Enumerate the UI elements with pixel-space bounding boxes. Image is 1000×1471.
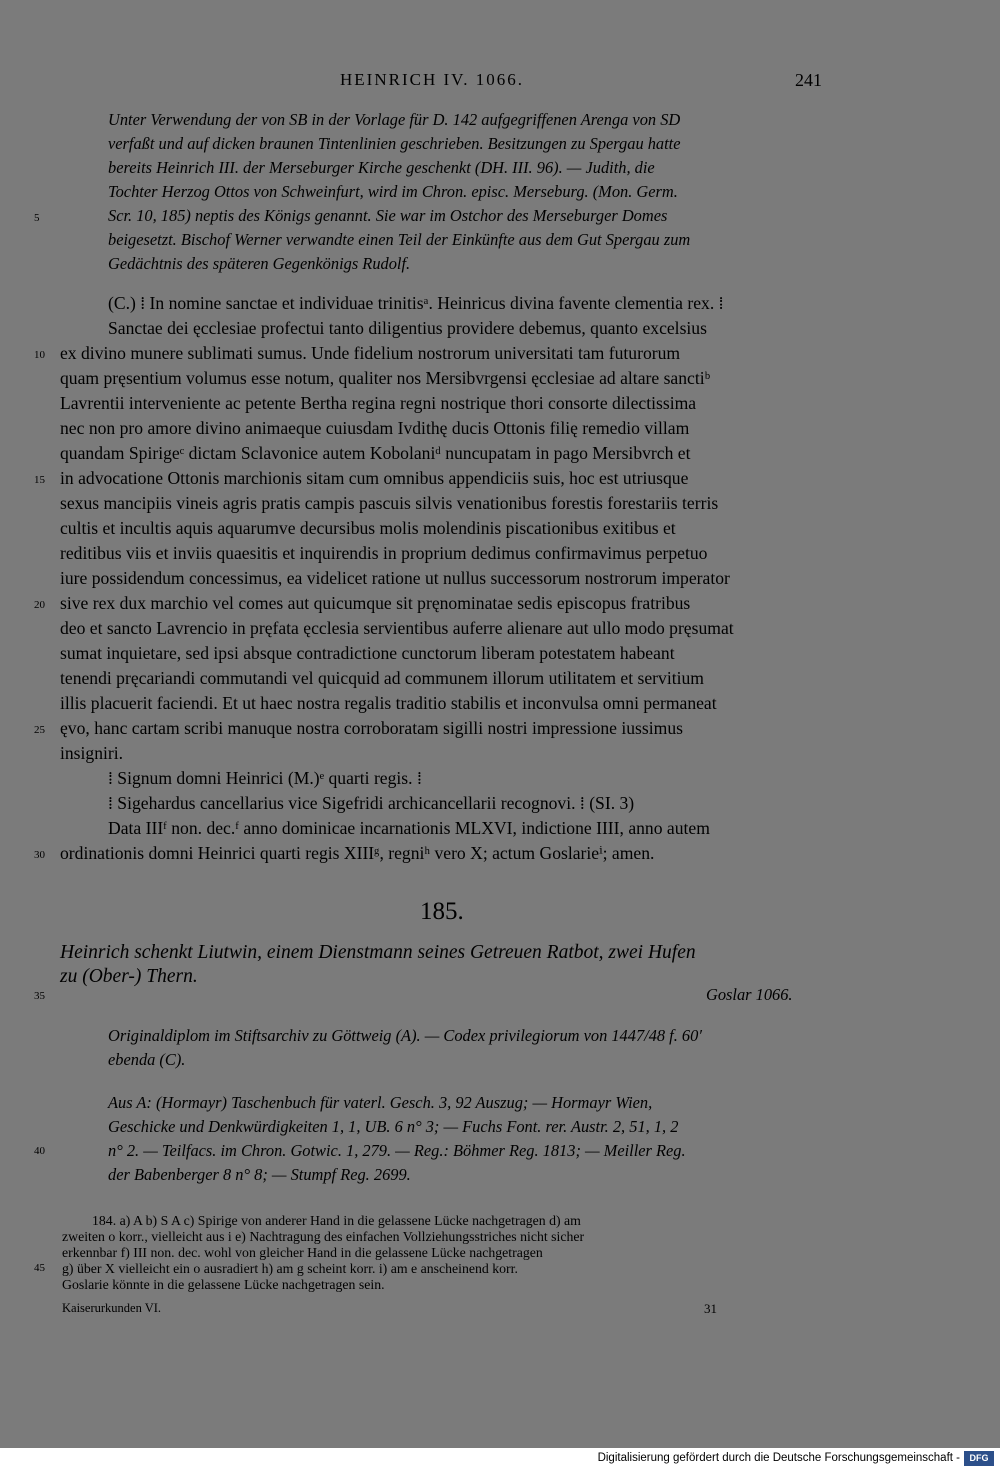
intro-line: verfaßt und auf dicken braunen Tintenlinien geschrieben. Besitzungen zu Spergau hatte [108, 134, 681, 153]
charter-line: sive rex dux marchio vel comes aut quicumque sit pręnominatae sedis episcopus fratribus [60, 593, 691, 613]
signature-mark: 31 [704, 1301, 717, 1316]
charter-line: sumat inquietare, sed ipsi absque contradictione cunctorum liberam potestatem habeant [60, 643, 675, 663]
intro-line: bereits Heinrich III. der Merseburger Kirche geschenkt (DH. III. 96). — Judith, die [108, 158, 655, 177]
line-number: 5 [34, 212, 40, 224]
footnote-line: 184. a) A b) S A c) Spirige von anderer Hand in die gelassene Lücke nachgetragen d) am [92, 1213, 581, 1228]
charter-line: Sanctae dei ęcclesiae profectui tanto diligentius providere debemus, quanto excelsius [108, 318, 707, 338]
footnote-line: Goslarie könnte in die gelassene Lücke nachgetragen sein. [62, 1277, 385, 1292]
charter-line: insigniri. [60, 743, 124, 763]
place-date: Goslar 1066. [706, 985, 793, 1004]
charter-line: deo et sancto Lavrencio in pręfata ęcclesia servientibus auferre alienare aut ullo modo pręsumat [60, 618, 734, 638]
charter-line: illis placuerit faciendi. Et ut haec nostra regalis traditio stabilis et inconvulsa omni permaneat [60, 693, 717, 713]
literature-line: der Babenberger 8 n° 8; — Stumpf Reg. 2699. [108, 1165, 411, 1184]
tradition-line: ebenda (C). [108, 1050, 186, 1069]
charter-line: in advocatione Ottonis marchionis sitam cum omnibus appendiciis suis, hoc est utriusque [60, 468, 689, 488]
signum-line: ⁞ Signum domni Heinrici (M.)ᵉ quarti regis. ⁞ [108, 768, 422, 788]
footnote-line: erkennbar f) III non. dec. wohl von gleicher Hand in die gelassene Lücke nachgetragen [62, 1245, 543, 1260]
charter-line: nec non pro amore divino animaeque cuiusdam Ivdithę ducis Ottonis filię remedio villam [60, 418, 690, 438]
charter-line: iure possidendum concessimus, ea videlicet ratione ut nullus successorum nostrorum imperator [60, 568, 730, 588]
footnote-line: g) über X vielleicht ein o ausradiert h) am g scheint korr. i) am e anscheinend korr. [62, 1261, 518, 1276]
literature-line: Geschicke und Denkwürdigkeiten 1, 1, UB. 6 n° 3; — Fuchs Font. rer. Austr. 2, 51, 1, 2 [108, 1117, 679, 1136]
charter-line: ex divino munere sublimati sumus. Unde fidelium nostrorum universitati tam futurorum [60, 343, 681, 363]
line-number: 20 [34, 599, 45, 611]
charter-line: Lavrentii interveniente ac petente Bertha regina regni nostrique thori consorte dilectissima [60, 393, 697, 413]
intro-line: Scr. 10, 185) neptis des Königs genannt. Sie war im Ostchor des Merseburger Domes [108, 206, 668, 225]
line-number: 45 [34, 1262, 45, 1274]
line-number: 15 [34, 474, 45, 486]
line-number: 10 [34, 349, 45, 361]
charter-line: quam pręsentium volumus esse notum, qualiter nos Mersibvrgensi ęcclesiae ad altare sanctiᵇ [60, 368, 711, 388]
charter-line: ęvo, hanc cartam scribi manuque nostra corroboratam sigilli nostri impressione iussimus [60, 718, 683, 738]
line-number: 35 [34, 990, 45, 1002]
line-number: 30 [34, 849, 45, 861]
line-number: 40 [34, 1145, 45, 1157]
charter-line: tenendi pręcariandi commutandi vel quicquid ad communem illorum utilitatem et servitium [60, 668, 704, 688]
dating-line: Data IIIᶠ non. dec.ᶠ anno dominicae incarnationis MLXVI, indictione IIII, anno autem [108, 818, 710, 838]
literature-line: n° 2. — Teilfacs. im Chron. Gotwic. 1, 279. — Reg.: Böhmer Reg. 1813; — Meiller Reg. [108, 1141, 686, 1160]
intro-line: beigesetzt. Bischof Werner verwandte einen Teil der Einkünfte aus dem Gut Spergau zum [108, 230, 691, 249]
charter-line: (C.) ⁞ In nomine sanctae et individuae trinitisᵃ. Heinricus divina favente clementia rex. ⁞ [108, 293, 724, 313]
recognition-line: ⁞ Sigehardus cancellarius vice Sigefridi archicancellarii recognovi. ⁞ (SI. 3) [108, 793, 635, 813]
charter-line: cultis et incultis aquis aquarumve decursibus molis molendinis piscationibus exitibus et [60, 518, 676, 538]
charter-line: sexus mancipiis vineis agris pratis campis pascuis silvis venationibus forestis forestariis terris [60, 493, 719, 513]
dating-line: ordinationis domni Heinrici quarti regis XIIIᵍ, regniʰ vero X; actum Goslarieⁱ; amen. [60, 843, 655, 863]
funding-notice: Digitalisierung gefördert durch die Deutsche Forschungsgemeinschaft - [597, 1452, 960, 1464]
line-number: 25 [34, 724, 45, 736]
intro-line: Tochter Herzog Ottos von Schweinfurt, wird im Chron. episc. Merseburg. (Mon. Germ. [108, 182, 678, 201]
intro-line: Gedächtnis des späteren Gegenkönigs Rudolf. [108, 254, 411, 273]
series-title: Kaiserurkunden VI. [62, 1301, 162, 1315]
page-number: 241 [795, 70, 822, 90]
charter-line: reditibus viis et inviis quaesitis et inquirendis in proprium dedimus confirmavimus perpetuo [60, 543, 708, 563]
regest-line: Heinrich schenkt Liutwin, einem Dienstmann seines Getreuen Ratbot, zwei Hufen [60, 942, 696, 963]
charter-line: quandam Spirigeᶜ dictam Sclavonice autem Kobolaniᵈ nuncupatam in pago Mersibvrch et [60, 443, 691, 463]
running-header: HEINRICH IV. 1066. [340, 70, 524, 89]
literature-line: Aus A: (Hormayr) Taschenbuch für vaterl. Gesch. 3, 92 Auszug; — Hormayr Wien, [108, 1093, 653, 1112]
tradition-line: Originaldiplom im Stiftsarchiv zu Göttweig (A). — Codex privilegiorum von 1447/48 f. 60′ [108, 1026, 702, 1045]
intro-line: Unter Verwendung der von SB in der Vorlage für D. 142 aufgegriffenen Arenga von SD [108, 110, 681, 129]
regest-line: zu (Ober-) Thern. [60, 966, 198, 987]
footnote-line: zweiten o korr., vielleicht aus i e) Nachtragung des einfachen Vollziehungsstriches nicht sicher [62, 1229, 585, 1244]
document-number: 185. [420, 898, 464, 925]
dfg-logo: DFG [964, 1451, 994, 1466]
